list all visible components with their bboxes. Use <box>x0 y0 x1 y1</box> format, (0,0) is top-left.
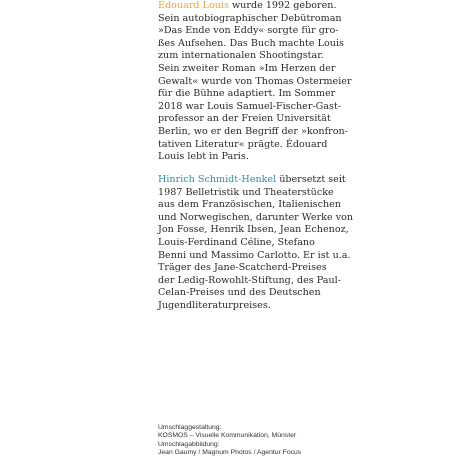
translator-bio-line: Benni und Massimo Carlotto. Er ist u.a. <box>158 249 351 261</box>
author-bio-line: ßes Aufsehen. Das Buch machte Louis <box>158 37 344 49</box>
author-bio-line: Berlin, wo er den Begriff der »konfron- <box>158 125 348 137</box>
credits-image-value: Jean Gaumy / Magnum Photos / Agentur Focus <box>158 449 302 457</box>
author-bio-first-line <box>158 0 338 13</box>
translator-bio-first-line-rest: übersetzt seit <box>276 174 346 185</box>
author-bio-line: zum internationalen Shootingstar. <box>158 50 324 62</box>
author-bio-first-line-rest: wurde 1992 geboren. <box>228 0 337 11</box>
author-bio-line: professor an der Freien Universität <box>158 113 331 125</box>
author-bio-line: Sein zweiter Roman »Im Herzen der <box>158 62 336 74</box>
author-bio-line: Gewalt« wurde von Thomas Ostermeier <box>158 75 352 87</box>
credits-design-label: Umschlaggestaltung: <box>158 424 222 431</box>
translator-bio-line: Jugendliteraturpreises. <box>158 299 271 311</box>
credits-image-label: Umschlagabbildung: <box>158 440 220 448</box>
translator-bio-first-line <box>158 174 346 187</box>
author-bio-line: 2018 war Louis Samuel-Fischer-Gast- <box>158 100 342 112</box>
author-bio-line: Louis lebt in Paris. <box>158 151 249 163</box>
translator-bio-line: 1987 Belletristik und Theaterstücke <box>158 186 334 198</box>
author-bio <box>158 0 352 164</box>
translator-bio-line: Louis-Ferdinand Céline, Stefano <box>158 236 315 248</box>
author-bio-line: »Das Ende von Eddy« sorgte für gro- <box>158 25 339 37</box>
author-bio-line: Sein autobiographischer Debütroman <box>158 12 342 24</box>
translator-bio-line: und Norwegischen, darunter Werke von <box>158 211 354 223</box>
author-bio-line: für die Bühne adaptiert. Im Sommer <box>158 88 336 100</box>
translator-bio-line: der Ledig-Rowohlt-Stiftung, des Paul- <box>158 274 341 286</box>
author-name: Édouard Louis <box>158 0 229 11</box>
translator-bio-line: Celan-Preises und des Deutschen <box>158 287 321 299</box>
translator-name: Hinrich Schmidt-Henkel <box>158 174 277 185</box>
translator-bio-line: Jon Fosse, Henrik Ibsen, Jean Echenoz, <box>158 224 349 236</box>
cover-credits <box>158 424 418 458</box>
author-bio-line: tativen Literatur« prägte. Édouard <box>158 138 328 150</box>
translator-bio <box>158 174 354 313</box>
translator-bio-line: Träger des Jane-Scatcherd-Preises <box>158 262 327 274</box>
credits-design-value: KOSMOS – Visuelle Kommunikation, Münster <box>158 432 297 440</box>
translator-bio-line: aus dem Französischen, Italienischen <box>158 199 341 211</box>
